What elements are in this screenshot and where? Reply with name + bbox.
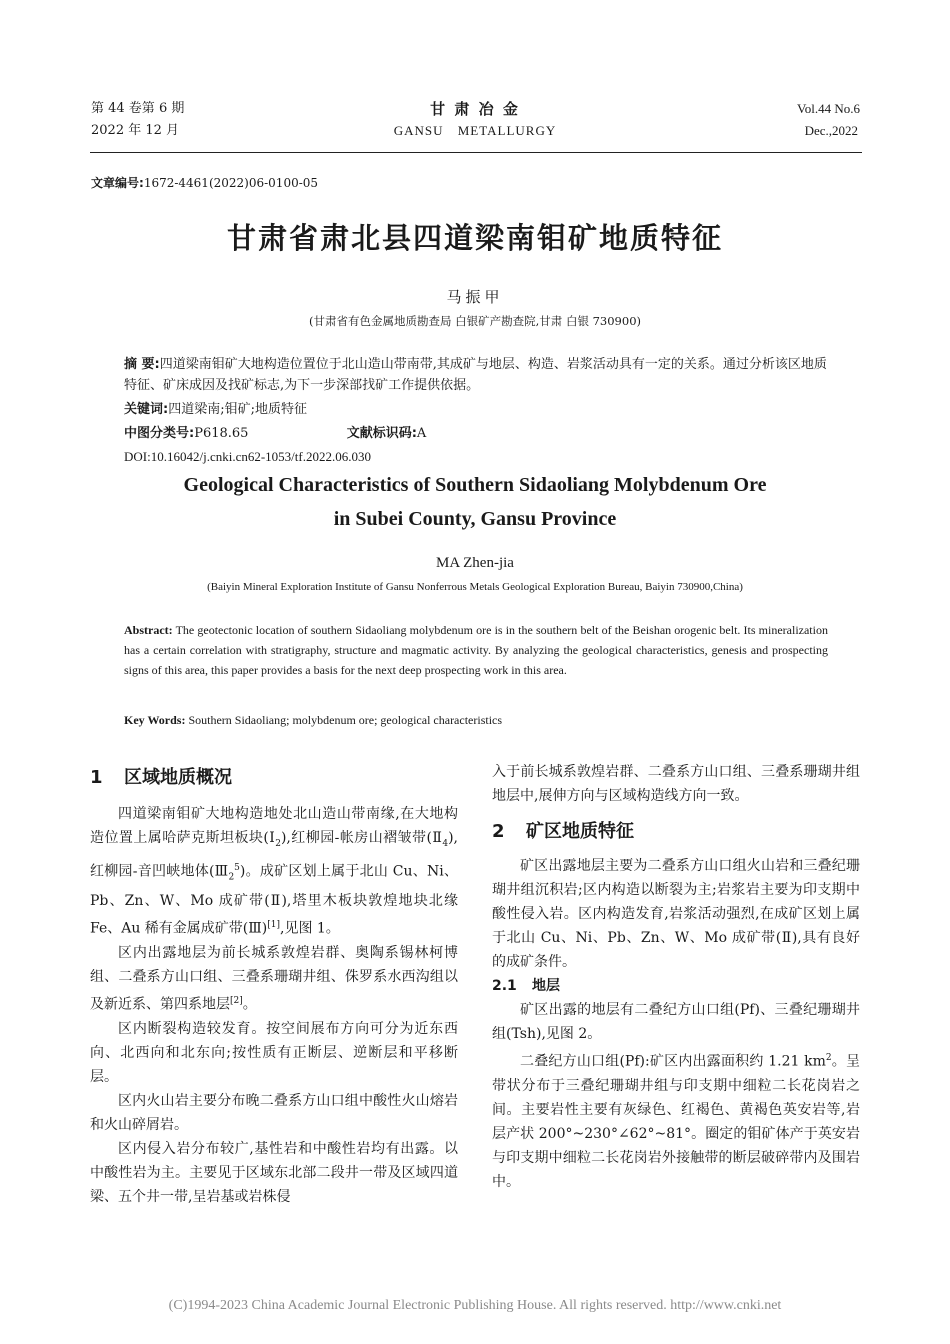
- s2p3-sup: 2: [825, 1053, 832, 1063]
- section2-title: 矿区地质特征: [526, 821, 634, 842]
- doc-code-value: A: [416, 426, 427, 441]
- classification-label: 中图分类号:: [124, 426, 195, 441]
- section2-paragraph-2: 矿区出露的地层有二叠纪方山口组(Pf)、三叠纪珊瑚井组(Tsh),见图 2。: [492, 1002, 860, 1042]
- journal-date: 2022 年 12 月: [91, 123, 180, 138]
- keywords-en: [124, 710, 828, 730]
- s1p2-ref: [2]: [230, 995, 243, 1006]
- section1-paragraph-5-cont: 入于前长城系敦煌岩群、二叠系方山口组、三叠系珊瑚井组地层中,展伸方向与区域构造线方向一致。: [492, 764, 860, 804]
- title-cn: 甘肃省肃北县四道梁南钼矿地质特征: [226, 221, 723, 255]
- abstract-en-text: The geotectonic location of southern Sidaoliang molybdenum ore is in the southern belt of the Beishan orogenic belt. Its mineralization has a certain correlation with stratigraphy, structure and magmatic activity. By analyzing the geological characteristics, genesis and prospecting signs of this area, this paper provides a basis for the next deep prospecting work in this area.: [124, 623, 828, 677]
- journal-issue: 第 44 卷第 6 期: [91, 101, 185, 116]
- abstract-en: [124, 620, 828, 680]
- article-number-value: 1672-4461(2022)06-0100-05: [143, 176, 319, 190]
- keywords-cn-value: 四道梁南;钼矿;地质特征: [168, 402, 307, 417]
- article-number-label: 文章编号:: [91, 176, 144, 190]
- s1p1-part-a: 四道梁南钼矿大地构造地处北山造山带南缘,在大地构造位置上属哈萨克斯坦板块(Ⅰ: [90, 806, 458, 846]
- header-rule: [90, 152, 862, 153]
- section2-paragraph-1: 矿区出露地层主要为二叠系方山口组火山岩和三叠纪珊瑚井组沉积岩;区内构造以断裂为主;岩浆岩主要为印支期中酸性侵入岩。区内构造发育,岩浆活动强烈,在成矿区划上属于北山 Cu、Ni、Pb、Zn、W、Mo 成矿带(Ⅱ),具有良好的成矿条件。: [492, 858, 860, 970]
- title-en-line2: in Subei County, Gansu Province: [333, 508, 617, 530]
- section1-paragraph-4: 区内火山岩主要分布晚二叠系方山口组中酸性火山熔岩和火山碎屑岩。: [90, 1092, 458, 1133]
- s1p1-part-d: )。成矿区划上属于北山 Cu、Ni、Pb、Zn、W、Mo 成矿带(Ⅱ),塔里木板块敦煌地块北缘 Fe、Au 稀有金属成矿带(Ⅲ): [90, 863, 458, 937]
- author-cn: 马振甲: [446, 288, 504, 306]
- doc-code-label: 文献标识码:: [346, 426, 417, 441]
- left-column: [90, 764, 458, 1209]
- journal-name-en: GANSU METALLURGY: [393, 123, 557, 138]
- classification-value: P618.65: [194, 426, 249, 441]
- classification: [124, 423, 832, 444]
- keywords-cn: [124, 399, 832, 420]
- affiliation-en: (Baiyin Mineral Exploration Institute of Gansu Nonferrous Metals Geological Exploration Bureau, Baiyin 730900,China): [207, 581, 743, 593]
- section2-paragraph-3: [492, 1046, 860, 1194]
- affiliation-cn: (甘肃省有色金属地质勘查局 白银矿产勘查院,甘肃 白银 730900): [309, 314, 641, 328]
- s1p1-ref: [1]: [267, 920, 280, 931]
- title-en-line1: Geological Characteristics of Southern Sidaoliang Molybdenum Ore: [183, 474, 767, 496]
- doi: DOI:10.16042/j.cnki.cn62-1053/tf.2022.06.030: [124, 449, 371, 464]
- abstract-cn: [124, 354, 832, 396]
- keywords-en-label: Key Words:: [124, 713, 186, 727]
- keywords-cn-label: 关键词:: [124, 402, 169, 417]
- journal-name-cn: 甘 肃 冶 金: [430, 100, 520, 118]
- abstract-en-label: Abstract:: [124, 623, 173, 637]
- right-column: [492, 760, 860, 1194]
- section1-paragraph-5: 区内侵入岩分布较广,基性岩和中酸性岩均有出露。以中酸性岩为主。主要见于区域东北部二段井一带及区域四道梁、五个井一带,呈岩基或岩株侵: [90, 1140, 458, 1205]
- s1p1-sup-c: 5: [234, 862, 240, 873]
- journal-volume: Vol.44 No.6: [797, 101, 860, 116]
- s1p2-text: 区内出露地层为前长城系敦煌岩群、奥陶系锡林柯博组、二叠系方山口组、三叠系珊瑚井组、侏罗系水西沟组以及新近系、第四系地层: [90, 944, 458, 1013]
- s1p1-sub-a: 2: [275, 838, 281, 849]
- section1-number: 1: [90, 767, 103, 788]
- abstract-cn-label: 摘 要:: [124, 357, 160, 372]
- section1-paragraph-1: [90, 802, 458, 941]
- subsection-2-1-number: 2.1: [492, 978, 517, 994]
- section2-heading: [492, 818, 860, 846]
- keywords-en-value: Southern Sidaoliang; molybdenum ore; geological characteristics: [188, 713, 503, 727]
- section1-paragraph-3: 区内断裂构造较发育。按空间展布方向可分为近东西向、北西向和北东向;按性质有正断层、逆断层和平移断层。: [90, 1020, 458, 1085]
- section1-heading: [90, 764, 458, 792]
- section1-title: 区域地质概况: [124, 767, 232, 788]
- s1p1-sub-b: 4: [442, 838, 449, 849]
- section2-number: 2: [492, 821, 505, 842]
- s1p1-part-b: ),红柳园-帐房山褶皱带(Ⅱ: [280, 830, 443, 846]
- subsection-2-1-title: 地层: [532, 978, 560, 994]
- s1p2-end: 。: [242, 996, 257, 1013]
- abstract-cn-text: 四道梁南钼矿大地构造位置位于北山造山带南带,其成矿与地层、构造、岩浆活动具有一定的关系。通过分析该区地质特征、矿床成因及找矿标志,为下一步深部找矿工作提供依据。: [124, 357, 827, 393]
- s1p1-part-c: ),红柳园-音凹峡地体(Ⅲ: [90, 830, 458, 880]
- article-number: [91, 174, 318, 191]
- s2p3-part-a: 二叠纪方山口组(Pf):矿区内出露面积约 1.21 km: [520, 1053, 826, 1070]
- s1p1-part-e: ,见图 1。: [280, 920, 340, 937]
- section1-paragraph-2: [90, 941, 458, 1017]
- copyright-footer: (C)1994-2023 China Academic Journal Electronic Publishing House. All rights reserved. http://www.cnki.net: [168, 1298, 782, 1313]
- s2p3-part-b: 。呈带状分布于三叠纪珊瑚井组与印支期中细粒二长花岗岩之间。主要岩性主要有灰绿色、红褐色、黄褐色英安岩等,岩层产状 200°~230°∠62°~81°。圈定的钼矿体产于英安岩与印支期中细粒二长花岗岩外接触带的断层破碎带内及围岩中。: [492, 1053, 860, 1190]
- subsection-2-1-heading: [492, 974, 860, 998]
- s1p1-sub-c: 2: [228, 872, 235, 883]
- journal-date-en: Dec.,2022: [804, 123, 858, 138]
- author-en: MA Zhen-jia: [436, 555, 514, 571]
- title-en: [90, 468, 860, 536]
